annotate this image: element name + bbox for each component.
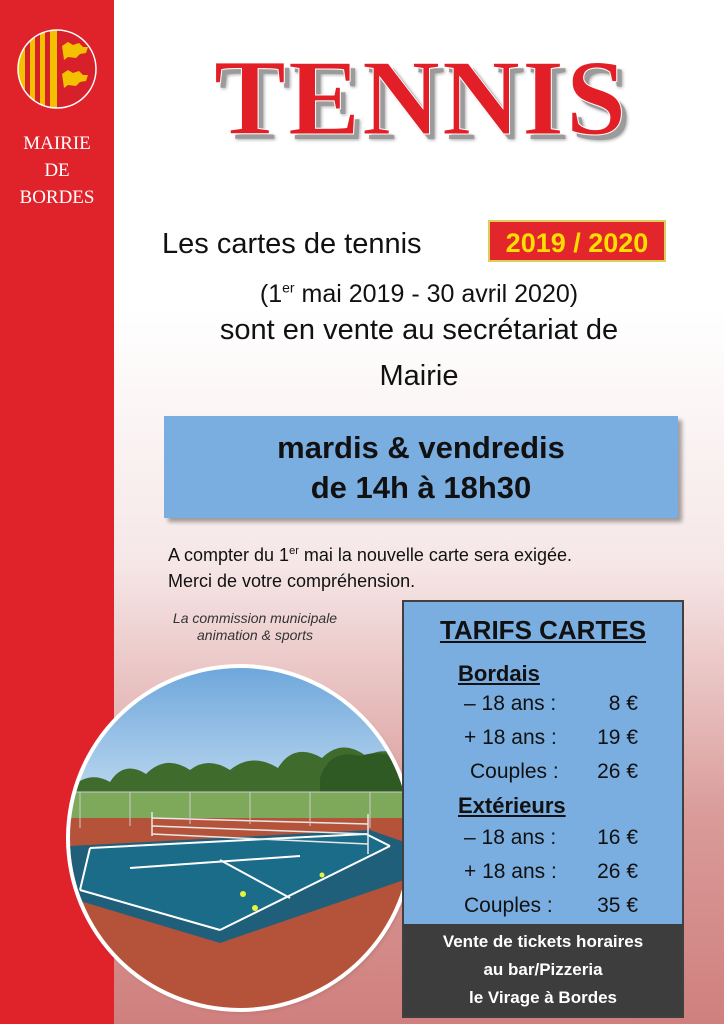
period-sup: er: [282, 279, 295, 296]
price-row: [458, 690, 638, 718]
note-thanks: Merci de votre compréhension.: [168, 571, 416, 591]
note1-sup: er: [289, 545, 299, 557]
tarifs-panel: [402, 600, 684, 1018]
tennis-court-illustration: [70, 668, 410, 1008]
commission-line-2: animation & sports: [197, 627, 313, 643]
tickets-line-2: au bar/Pizzeria: [483, 960, 603, 979]
note1-start: A compter du 1: [168, 545, 290, 565]
price-label: Couples :: [470, 760, 559, 783]
price-label: + 18 ans :: [464, 726, 557, 749]
hours-days: mardis & vendredis: [277, 430, 565, 465]
period-rest: mai 2019 - 30 avril 2020): [294, 280, 579, 308]
mairie-line: DE: [44, 160, 70, 181]
tickets-line-1: Vente de tickets horaires: [442, 932, 644, 951]
price-value: 35 €: [597, 894, 638, 917]
tennis-court-photo: [70, 668, 410, 1008]
tickets-info: [404, 924, 682, 1016]
price-value: 19 €: [597, 726, 638, 749]
price-row: [458, 892, 638, 920]
commission-line-1: La commission municipale: [172, 610, 338, 626]
group-title-exterieurs: Extérieurs: [458, 793, 566, 818]
tickets-line-3: le Virage à Bordes: [468, 988, 618, 1007]
mairie-line: MAIRIE: [23, 133, 91, 154]
period-open: (1: [259, 280, 283, 308]
price-label: – 18 ans :: [464, 692, 557, 715]
season-badge: 2019 / 2020: [488, 220, 666, 262]
note1-end: mai la nouvelle carte sera exigée.: [298, 545, 573, 565]
intro-line-3: sont en vente au secrétariat de: [219, 314, 619, 346]
hours-box: [164, 416, 678, 518]
price-value: 26 €: [597, 860, 638, 883]
price-label: + 18 ans :: [464, 860, 557, 883]
note-new-card: [168, 540, 572, 566]
price-row: [458, 724, 638, 752]
hours-time: de 14h à 18h30: [310, 470, 532, 505]
price-value: 8 €: [608, 692, 638, 715]
mairie-line: BORDES: [19, 187, 95, 208]
commission-credit: [150, 610, 360, 644]
intro-period: [114, 276, 724, 312]
group-title-bordais: Bordais: [458, 661, 540, 686]
intro-line-4: Mairie: [379, 360, 459, 392]
price-row: [458, 858, 638, 886]
page-title: TENNIS: [213, 39, 629, 158]
crest-icon: [16, 28, 98, 110]
mairie-label: [0, 130, 114, 211]
price-row: [458, 758, 638, 786]
price-label: – 18 ans :: [464, 826, 557, 849]
intro-text: Les cartes de tennis: [162, 228, 422, 260]
price-value: 26 €: [597, 760, 638, 783]
price-row: [458, 824, 638, 852]
tarifs-title: TARIFS CARTES: [439, 615, 647, 645]
price-value: 16 €: [597, 826, 638, 849]
price-label: Couples :: [464, 894, 553, 917]
